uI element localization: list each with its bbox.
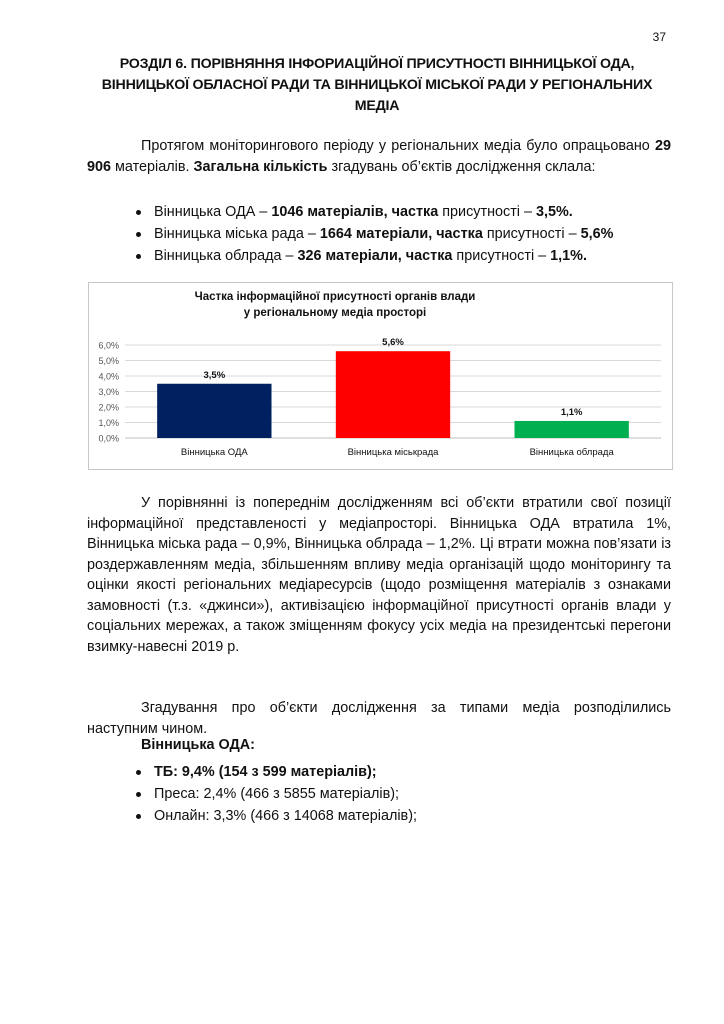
intro-text: Протягом моніторингового періоду у регіональних медіа було опрацьовано <box>141 138 655 154</box>
bar <box>514 421 628 438</box>
list-item <box>132 761 672 783</box>
entity-name: Вінницька облрада – <box>154 248 298 264</box>
bullet-icon <box>136 210 141 215</box>
presence-bar-chart <box>89 283 672 469</box>
category-label: Вінницька ОДА <box>180 447 248 458</box>
media-list <box>132 761 672 827</box>
y-tick-label: 0,0% <box>98 433 119 444</box>
comparison-paragraph: У порівнянні із попереднім дослідженням всі об’єкти втратили свої позиції інформаційної представленості у медіапросторі. Вінницька ОДА втратила 1%, Вінницька міська рада – 0,9%, Вінницька облрада – 1,2%. Ці втрати можна пов’язати із роздержавленням медіа, збільшенням впливу медіа організацій щодо моніторингу та оцінки якості регіональних медіаресурсів (щодо розміщення матеріалів з ознаками замовності (т.з. «джинси»), активізацією інформаційної присутності органів влади у соціальних мережах, а також зміщенням фокусу усіх медіа на президентські перегони взимку-навесні 2019 р. <box>87 495 671 655</box>
list-item <box>132 201 672 223</box>
data-label: 5,6% <box>382 337 404 349</box>
list-item <box>132 245 672 267</box>
category-label: Вінницька облрада <box>529 447 614 458</box>
entity-name: Вінницька міська рада – <box>154 226 320 242</box>
page-number: 37 <box>652 30 666 44</box>
intro-text: матеріалів. <box>111 158 194 175</box>
intro-paragraph <box>87 136 671 177</box>
y-tick-label: 3,0% <box>98 387 119 397</box>
bullet-icon <box>136 254 141 259</box>
material-amount: 1664 матеріали, <box>319 226 433 242</box>
bullet-icon <box>136 814 141 819</box>
presence-text: присутності – <box>452 248 551 264</box>
chart-bars <box>157 337 629 438</box>
share-percent: 5,6% <box>580 226 614 242</box>
list-item <box>132 223 672 245</box>
materials-count: 29 906 <box>87 138 671 175</box>
list-item <box>132 805 672 827</box>
share-word: частка <box>401 248 453 264</box>
y-axis-ticks <box>98 341 119 444</box>
y-tick-label: 4,0% <box>98 371 119 382</box>
y-tick-label: 6,0% <box>98 340 119 351</box>
material-amount: 326 матеріали, <box>297 248 402 264</box>
y-tick-label: 5,0% <box>98 356 119 366</box>
bullet-icon <box>136 232 141 237</box>
x-axis-labels <box>181 447 615 458</box>
heading-line: РОЗДІЛ 6. ПОРІВНЯННЯ ІНФОРИАЦІЙНОЇ ПРИСУТНОСТІ ВІННИЦЬКОЇ ОДА, <box>119 56 635 72</box>
material-amount: 1046 матеріалів, <box>271 204 388 220</box>
bullet-icon <box>136 792 141 797</box>
bar <box>336 351 450 438</box>
chart-frame <box>88 282 673 470</box>
media-types-paragraph: Згадування про об’єкти дослідження за типами медіа розподілились наступним чином. <box>87 700 671 737</box>
share-word: частка <box>432 226 483 242</box>
media-share: Преса: 2,4% (466 з 5855 матеріалів); <box>154 786 399 802</box>
y-tick-label: 1,0% <box>98 418 119 428</box>
bar <box>157 384 271 438</box>
y-tick-label: 2,0% <box>98 402 119 413</box>
category-label: Вінницька міськрада <box>347 447 439 458</box>
chart-title: у регіональному медіа просторі <box>243 307 427 319</box>
intro-text: згадувань об’єктів дослідження склала: <box>327 158 596 175</box>
list-item <box>132 783 672 805</box>
presence-text: присутності – <box>438 204 536 220</box>
oda-subheading: Вінницька ОДА: <box>141 737 255 753</box>
bullet-icon <box>136 770 141 775</box>
share-word: частка <box>387 204 439 220</box>
entity-name: Вінницька ОДА – <box>154 204 272 220</box>
chart-title: Частка інформаційної присутності органів влади <box>194 291 476 303</box>
data-label: 3,5% <box>203 369 226 381</box>
media-share: ТБ: 9,4% (154 з 599 матеріалів); <box>154 764 377 780</box>
total-mentions-label: Загальна кількість <box>193 158 328 175</box>
heading-line: МЕДІА <box>354 98 400 114</box>
media-share: Онлайн: 3,3% (466 з 14068 матеріалів); <box>154 808 417 824</box>
summary-list <box>132 201 672 267</box>
presence-text: присутності – <box>482 226 581 242</box>
share-percent: 3,5%. <box>536 204 573 220</box>
share-percent: 1,1%. <box>550 248 587 264</box>
data-label: 1,1% <box>560 406 583 418</box>
heading-line: ВІННИЦЬКОЇ ОБЛАСНОЇ РАДИ ТА ВІННИЦЬКОЇ МІСЬКОЇ РАДИ У РЕГІОНАЛЬНИХ <box>101 77 653 93</box>
section-heading <box>80 54 674 117</box>
